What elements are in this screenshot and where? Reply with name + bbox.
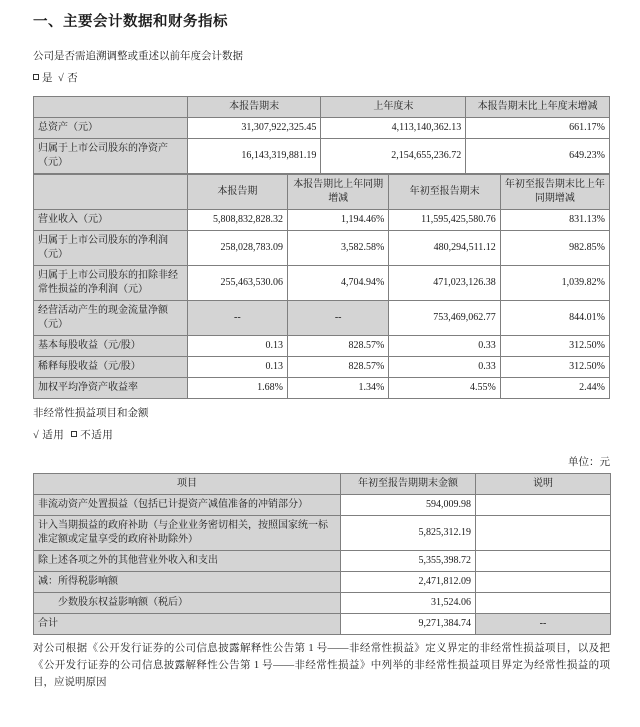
table-row <box>34 378 610 399</box>
table-row <box>34 593 611 614</box>
row-label-government-subsidy: 计入当期损益的政府补助（与企业业务密切相关，按照国家统一标准定额或定量享受的政府补助除外） <box>34 516 341 551</box>
table-row <box>34 210 610 231</box>
column-header-item: 项目 <box>34 474 341 495</box>
cell-minority-interest-effect-amount: 31,524.06 <box>341 593 476 614</box>
cell-roe-current-change: 1.34% <box>288 378 389 399</box>
cell-other-nonoperating-amount: 5,355,398.72 <box>341 551 476 572</box>
table-header-row <box>34 175 610 210</box>
cell-government-subsidy-note <box>476 516 611 551</box>
cell-revenue-current: 5,808,832,828.32 <box>187 210 287 231</box>
unit-note: 单位：元 <box>568 457 610 468</box>
restatement-option-yes[interactable]: 是 <box>42 73 53 84</box>
table-header-row <box>34 97 610 118</box>
row-label-disposal-gain: 非流动资产处置损益（包括已计提资产减值准备的冲销部分） <box>34 495 341 516</box>
cell-roe-ytd: 4.55% <box>389 378 500 399</box>
table-row <box>34 495 611 516</box>
cell-diluted-eps-current: 0.13 <box>187 357 287 378</box>
row-label-basic-eps: 基本每股收益（元/股） <box>34 336 188 357</box>
table-row <box>34 118 610 139</box>
row-label-total-assets: 总资产（元） <box>34 118 188 139</box>
row-label-diluted-eps: 稀释每股收益（元/股） <box>34 357 188 378</box>
column-header-current-period: 本报告期 <box>187 175 287 210</box>
cell-net-profit-ytd-change: 982.85% <box>500 231 609 266</box>
column-header-ytd: 年初至报告期末 <box>389 175 500 210</box>
cell-basic-eps-current: 0.13 <box>187 336 287 357</box>
cell-revenue-ytd-change: 831.13% <box>500 210 609 231</box>
row-label-income-tax-effect: 减：所得税影响额 <box>34 572 341 593</box>
cell-net-assets-prior: 2,154,655,236.72 <box>321 139 466 174</box>
cell-government-subsidy-amount: 5,825,312.19 <box>341 516 476 551</box>
cell-total-assets-prior: 4,113,140,362.13 <box>321 118 466 139</box>
table-row <box>34 336 610 357</box>
column-header-current-period-end: 本报告期末 <box>187 97 321 118</box>
cell-adjusted-net-profit-ytd: 471,023,126.38 <box>389 266 500 301</box>
row-label-other-nonoperating: 除上述各项之外的其他营业外收入和支出 <box>34 551 341 572</box>
cell-net-assets-change: 649.23% <box>466 139 610 174</box>
nonrecurring-applicable-answer <box>33 428 610 443</box>
column-header-note: 说明 <box>476 474 611 495</box>
cell-net-profit-current: 258,028,783.09 <box>187 231 287 266</box>
cell-disposal-gain-amount: 594,009.98 <box>341 495 476 516</box>
cell-revenue-current-change: 1,194.46% <box>288 210 389 231</box>
table-row <box>34 231 610 266</box>
row-label-net-profit: 归属于上市公司股东的净利润（元） <box>34 231 188 266</box>
main-financial-tables <box>33 96 610 399</box>
checkbox-unchecked-icon[interactable] <box>33 74 39 80</box>
table-row <box>34 139 610 174</box>
cell-income-tax-effect-amount: 2,471,812.09 <box>341 572 476 593</box>
nonrecurring-option-not-applicable[interactable]: 不适用 <box>80 430 114 441</box>
cell-other-nonoperating-note <box>476 551 611 572</box>
column-header-change: 本报告期末比上年度末增减 <box>466 97 610 118</box>
cell-total-assets-change: 661.17% <box>466 118 610 139</box>
cell-diluted-eps-ytd-change: 312.50% <box>500 357 609 378</box>
cell-revenue-ytd: 11,595,425,580.76 <box>389 210 500 231</box>
cell-income-tax-effect-note <box>476 572 611 593</box>
nonrecurring-items-table <box>33 473 611 635</box>
cell-basic-eps-ytd: 0.33 <box>389 336 500 357</box>
cell-operating-cash-flow-current-change: -- <box>288 301 389 336</box>
row-label-total: 合计 <box>34 614 341 635</box>
restatement-answer <box>33 71 610 86</box>
cell-net-assets-current: 16,143,319,881.19 <box>187 139 321 174</box>
column-header-ytd-change: 年初至报告期末比上年同期增减 <box>500 175 609 210</box>
cell-net-profit-ytd: 480,294,511.12 <box>389 231 500 266</box>
table-row <box>34 301 610 336</box>
row-label-revenue: 营业收入（元） <box>34 210 188 231</box>
restatement-option-no[interactable]: 否 <box>67 73 79 84</box>
restatement-question: 公司是否需追溯调整或重述以前年度会计数据 <box>33 51 243 62</box>
page-title: 一、主要会计数据和财务指标 <box>33 14 228 30</box>
table-row <box>34 357 610 378</box>
cell-adjusted-net-profit-current-change: 4,704.94% <box>288 266 389 301</box>
checkbox-checked-icon[interactable]: √ <box>58 73 65 84</box>
cell-adjusted-net-profit-ytd-change: 1,039.82% <box>500 266 609 301</box>
balance-sheet-table <box>33 96 610 174</box>
table-row <box>34 614 611 635</box>
row-label-minority-interest-effect: 少数股东权益影响额（税后） <box>34 593 341 614</box>
nonrecurring-option-applicable[interactable]: 适用 <box>42 430 65 441</box>
cell-total-note: -- <box>476 614 611 635</box>
cell-operating-cash-flow-current: -- <box>187 301 287 336</box>
footnote-text: 对公司根据《公开发行证券的公司信息披露解释性公告第 1 号——非经常性损益》定义界定的非经常性损益项目，以及把《公开发行证券的公司信息披露解释性公告第 1 号——非经常性损益》中列举的非经常性损益项目界定为经常性损益的项目，应说明原因 <box>33 643 610 688</box>
nonrecurring-heading: 非经常性损益项目和金额 <box>33 408 149 419</box>
cell-adjusted-net-profit-current: 255,463,530.06 <box>187 266 287 301</box>
table-row <box>34 572 611 593</box>
cell-roe-current: 1.68% <box>187 378 287 399</box>
column-header-blank <box>34 97 188 118</box>
cell-total-amount: 9,271,384.74 <box>341 614 476 635</box>
row-label-roe: 加权平均净资产收益率 <box>34 378 188 399</box>
cell-total-assets-current: 31,307,922,325.45 <box>187 118 321 139</box>
income-statement-table <box>33 174 610 399</box>
column-header-blank <box>34 175 188 210</box>
cell-basic-eps-ytd-change: 312.50% <box>500 336 609 357</box>
table-header-row <box>34 474 611 495</box>
table-row <box>34 516 611 551</box>
column-header-current-period-change: 本报告期比上年同期增减 <box>288 175 389 210</box>
column-header-prior-year-end: 上年度末 <box>321 97 466 118</box>
table-row <box>34 266 610 301</box>
cell-disposal-gain-note <box>476 495 611 516</box>
cell-operating-cash-flow-ytd: 753,469,062.77 <box>389 301 500 336</box>
cell-net-profit-current-change: 3,582.58% <box>288 231 389 266</box>
cell-basic-eps-current-change: 828.57% <box>288 336 389 357</box>
cell-roe-ytd-change: 2.44% <box>500 378 609 399</box>
cell-diluted-eps-ytd: 0.33 <box>389 357 500 378</box>
cell-operating-cash-flow-ytd-change: 844.01% <box>500 301 609 336</box>
checkbox-checked-icon[interactable]: √ <box>33 430 40 441</box>
column-header-amount: 年初至报告期期末金额 <box>341 474 476 495</box>
cell-diluted-eps-current-change: 828.57% <box>288 357 389 378</box>
cell-minority-interest-effect-note <box>476 593 611 614</box>
row-label-net-assets: 归属于上市公司股东的净资产（元） <box>34 139 188 174</box>
checkbox-unchecked-icon[interactable] <box>71 431 77 437</box>
row-label-adjusted-net-profit: 归属于上市公司股东的扣除非经常性损益的净利润（元） <box>34 266 188 301</box>
table-row <box>34 551 611 572</box>
row-label-operating-cash-flow: 经营活动产生的现金流量净额（元） <box>34 301 188 336</box>
